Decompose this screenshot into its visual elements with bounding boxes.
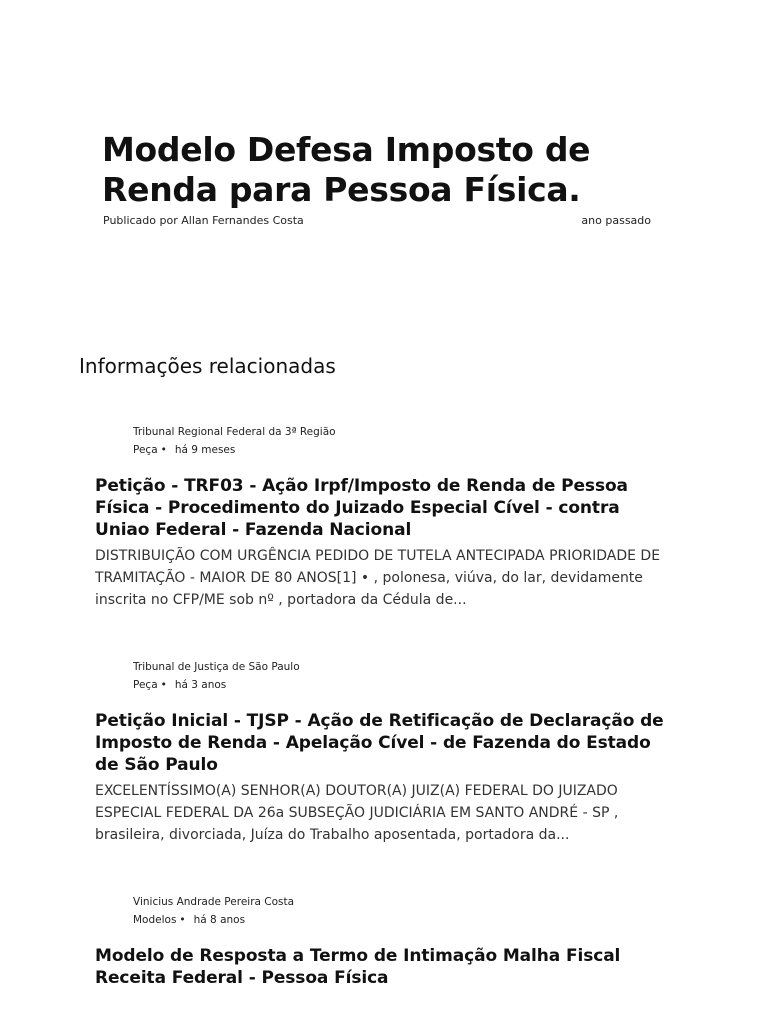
document-header <box>102 130 662 227</box>
item-excerpt: EXCELENTÍSSIMO(A) SENHOR(A) DOUTOR(A) JUIZ(A) FEDERAL DO JUIZADO ESPECIAL FEDERAL DA 26a SUBSEÇÃO JUDICIÁRIA EM SANTO ANDRÉ - SP , brasileira, divorciada, Juíza do Trabalho aposentada, portadora da... <box>95 783 619 843</box>
separator-dot: • <box>160 444 167 456</box>
related-item[interactable] <box>95 894 675 989</box>
item-meta <box>133 912 675 928</box>
item-source[interactable]: Tribunal Regional Federal da 3ª Região <box>133 426 336 438</box>
document-title: Modelo Defesa Imposto de Renda para Pessoa Física. <box>102 130 591 209</box>
published-date: ano passado <box>581 214 651 227</box>
item-excerpt: DISTRIBUIÇÃO COM URGÊNCIA PEDIDO DE TUTELA ANTECIPADA PRIORIDADE DE TRAMITAÇÃO - MAIOR DE 80 ANOS[1] • , polonesa, viúva, do lar, devidamente inscrita no CFP/ME sob nº , portadora da Cédula de... <box>95 548 661 608</box>
item-meta <box>133 442 675 458</box>
item-age: há 8 anos <box>193 914 246 926</box>
item-title-link[interactable]: Petição Inicial - TJSP - Ação de Retificação de Declaração de Imposto de Renda - Apelação Cível - de Fazenda do Estado de São Paulo <box>95 711 664 775</box>
separator-dot: • <box>179 914 186 926</box>
item-source[interactable]: Vinicius Andrade Pereira Costa <box>133 896 295 908</box>
related-item[interactable] <box>95 659 675 846</box>
item-type: Modelos <box>133 914 177 926</box>
item-meta <box>133 677 675 693</box>
separator-dot: • <box>160 679 167 691</box>
related-item[interactable] <box>95 424 675 611</box>
item-age: há 3 anos <box>174 679 227 691</box>
document-meta <box>103 214 651 227</box>
author-byline[interactable]: Publicado por Allan Fernandes Costa <box>103 214 304 227</box>
item-type: Peça <box>133 444 158 456</box>
item-age: há 9 meses <box>174 444 236 456</box>
item-source[interactable]: Tribunal de Justiça de São Paulo <box>133 661 300 673</box>
related-heading: Informações relacionadas <box>79 354 336 378</box>
item-title-link[interactable]: Modelo de Resposta a Termo de Intimação Malha Fiscal Receita Federal - Pessoa Física <box>95 946 621 988</box>
item-type: Peça <box>133 679 158 691</box>
item-title-link[interactable]: Petição - TRF03 - Ação Irpf/Imposto de Renda de Pessoa Física - Procedimento do Juizado Especial Cível - contra Uniao Federal - Fazenda Nacional <box>95 476 628 540</box>
